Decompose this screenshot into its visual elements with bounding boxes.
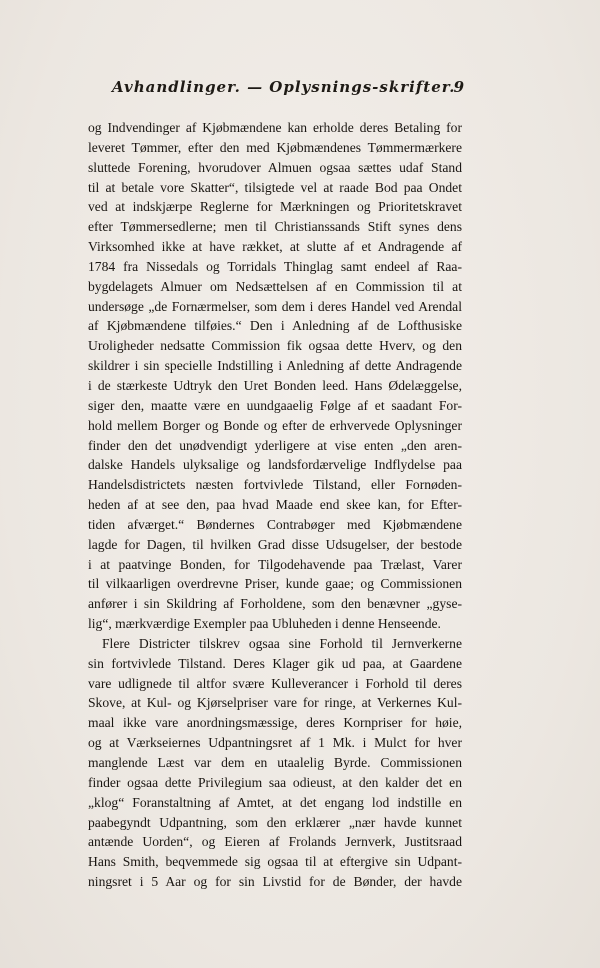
text-line: Uroligheder nedsatte Commission fik ogsaa dette Hverv, og den: [88, 338, 462, 354]
text-line: efter Tømmersedlerne; men til Christianssands Stift synes dens: [88, 219, 462, 235]
text-line: paabegyndt Udpantning, som den erklærer „nær havde kunnet: [88, 814, 462, 830]
text-line: og Indvendinger af Kjøbmændene kan erholde deres Betaling for: [88, 120, 462, 135]
text-line: tiden afværget.“ Bøndernes Contrabøger med Kjøbmændene: [88, 516, 462, 532]
text-line: sin fortvivlede Tilstand. Deres Klager gik ud paa, at Gaardene: [88, 655, 462, 671]
text-line: antænde Uorden“, og Eieren af Frolands Jernverk, Justitsraad: [88, 834, 462, 850]
text-line: lagde for Dagen, til hvilken Grad disse Udsugelser, der bestode: [88, 536, 462, 552]
text-line: vare udlignede til altfor svære Kulleverancer i Forhold til deres: [88, 675, 462, 691]
text-line: af Kjøbmændene tilføies.“ Den i Anledning af de Lofthusiske: [88, 318, 462, 334]
page-header: [88, 78, 464, 102]
text-line: finder ogsaa dette Privilegium saa odieust, at den kalder det en: [88, 774, 462, 790]
body-text: [88, 118, 462, 892]
text-line: 1784 fra Nissedals og Torridals Thinglag samt endeel af Raa-: [88, 258, 462, 274]
text-line: siger den, maatte være en uundgaaelig Følge af et saadant For-: [88, 397, 462, 413]
text-line: til vilkaarligen overdrevne Priser, kunde gaae; og Commissionen: [88, 576, 462, 592]
text-line: skildrer i sin specielle Indstilling i Anledning af dette Andragende: [88, 358, 462, 374]
text-line: sluttede Forening, hvorudover Almuen ogsaa sættes udaf Stand: [88, 159, 462, 175]
text-line: finder den det unødvendigt yderligere at vise enten „den aren-: [88, 437, 462, 453]
text-line: lig“, mærkværdige Exempler paa Ubluheden i denne Henseende.: [88, 616, 441, 632]
text-line: ningsret i 5 Aar og for sin Livstid for de Bønder, der havde: [88, 874, 462, 890]
text-line: bygdelagets Almuer om Nedsættelsen af en Commission til at: [88, 278, 462, 294]
text-line: Flere Districter tilskrev ogsaa sine Forhold til Jernverkerne: [102, 635, 462, 651]
text-line: maal ikke vare anordningsmæssige, deres Kornpriser for høie,: [88, 715, 462, 731]
text-line: til at betale vore Skatter“, tilsigtede vel at raade Bod paa Ondet: [88, 179, 462, 195]
text-line: Hans Smith, beqvemmede sig ogsaa til at eftergive sin Udpant-: [88, 854, 462, 870]
text-line: og at Værkseiernes Udpantningsret af 1 Mk. i Mulct for hver: [88, 735, 462, 751]
text-line: manglende Læst var dem en utaalelig Byrde. Commissionen: [88, 755, 462, 770]
text-line: hold mellem Borger og Bonde og efter de erhvervede Oplysninger: [88, 417, 462, 433]
text-line: leveret Tømmer, efter den med Kjøbmændenes Tømmermærkere: [88, 139, 462, 155]
page-number: 9: [453, 78, 464, 96]
text-line: dalske Handels ulyksalige og landsfordærvelige Indflydelse paa: [88, 457, 462, 473]
running-title: Avhandlinger. — Oplysnings-skrifter.: [112, 78, 456, 96]
text-line: anfører i sin Skildring af Forholdene, som den benævner „gyse-: [88, 596, 462, 612]
text-line: i at paatvinge Bonden, for Tilgodehavende paa Trælast, Varer: [88, 556, 462, 572]
text-line: ved at indskjærpe Reglerne for Mærkningen og Prioritetskravet: [88, 199, 462, 215]
text-line: i de stærkeste Udtryk den Uret Bonden leed. Hans Ødelæggelse,: [88, 377, 462, 393]
text-line: Skove, at Kul- og Kjørselpriser vare for ringe, at Verkernes Kul-: [88, 695, 462, 711]
text-line: Virksomhed ikke at have rækket, at slutte af et Andragende af: [88, 239, 462, 255]
text-line: heden af at see den, paa hvad Maade end skee kan, for Efter-: [88, 497, 462, 513]
text-line: Handelsdistrictets næsten fortvivlede Tilstand, eller Fornøden-: [88, 477, 462, 493]
text-line: undersøge „de Fornærmelser, som dem i deres Handel ved Arendal: [88, 298, 462, 314]
text-line: „klog“ Foranstaltning af Amtet, at det engang lod indstille en: [88, 794, 462, 810]
